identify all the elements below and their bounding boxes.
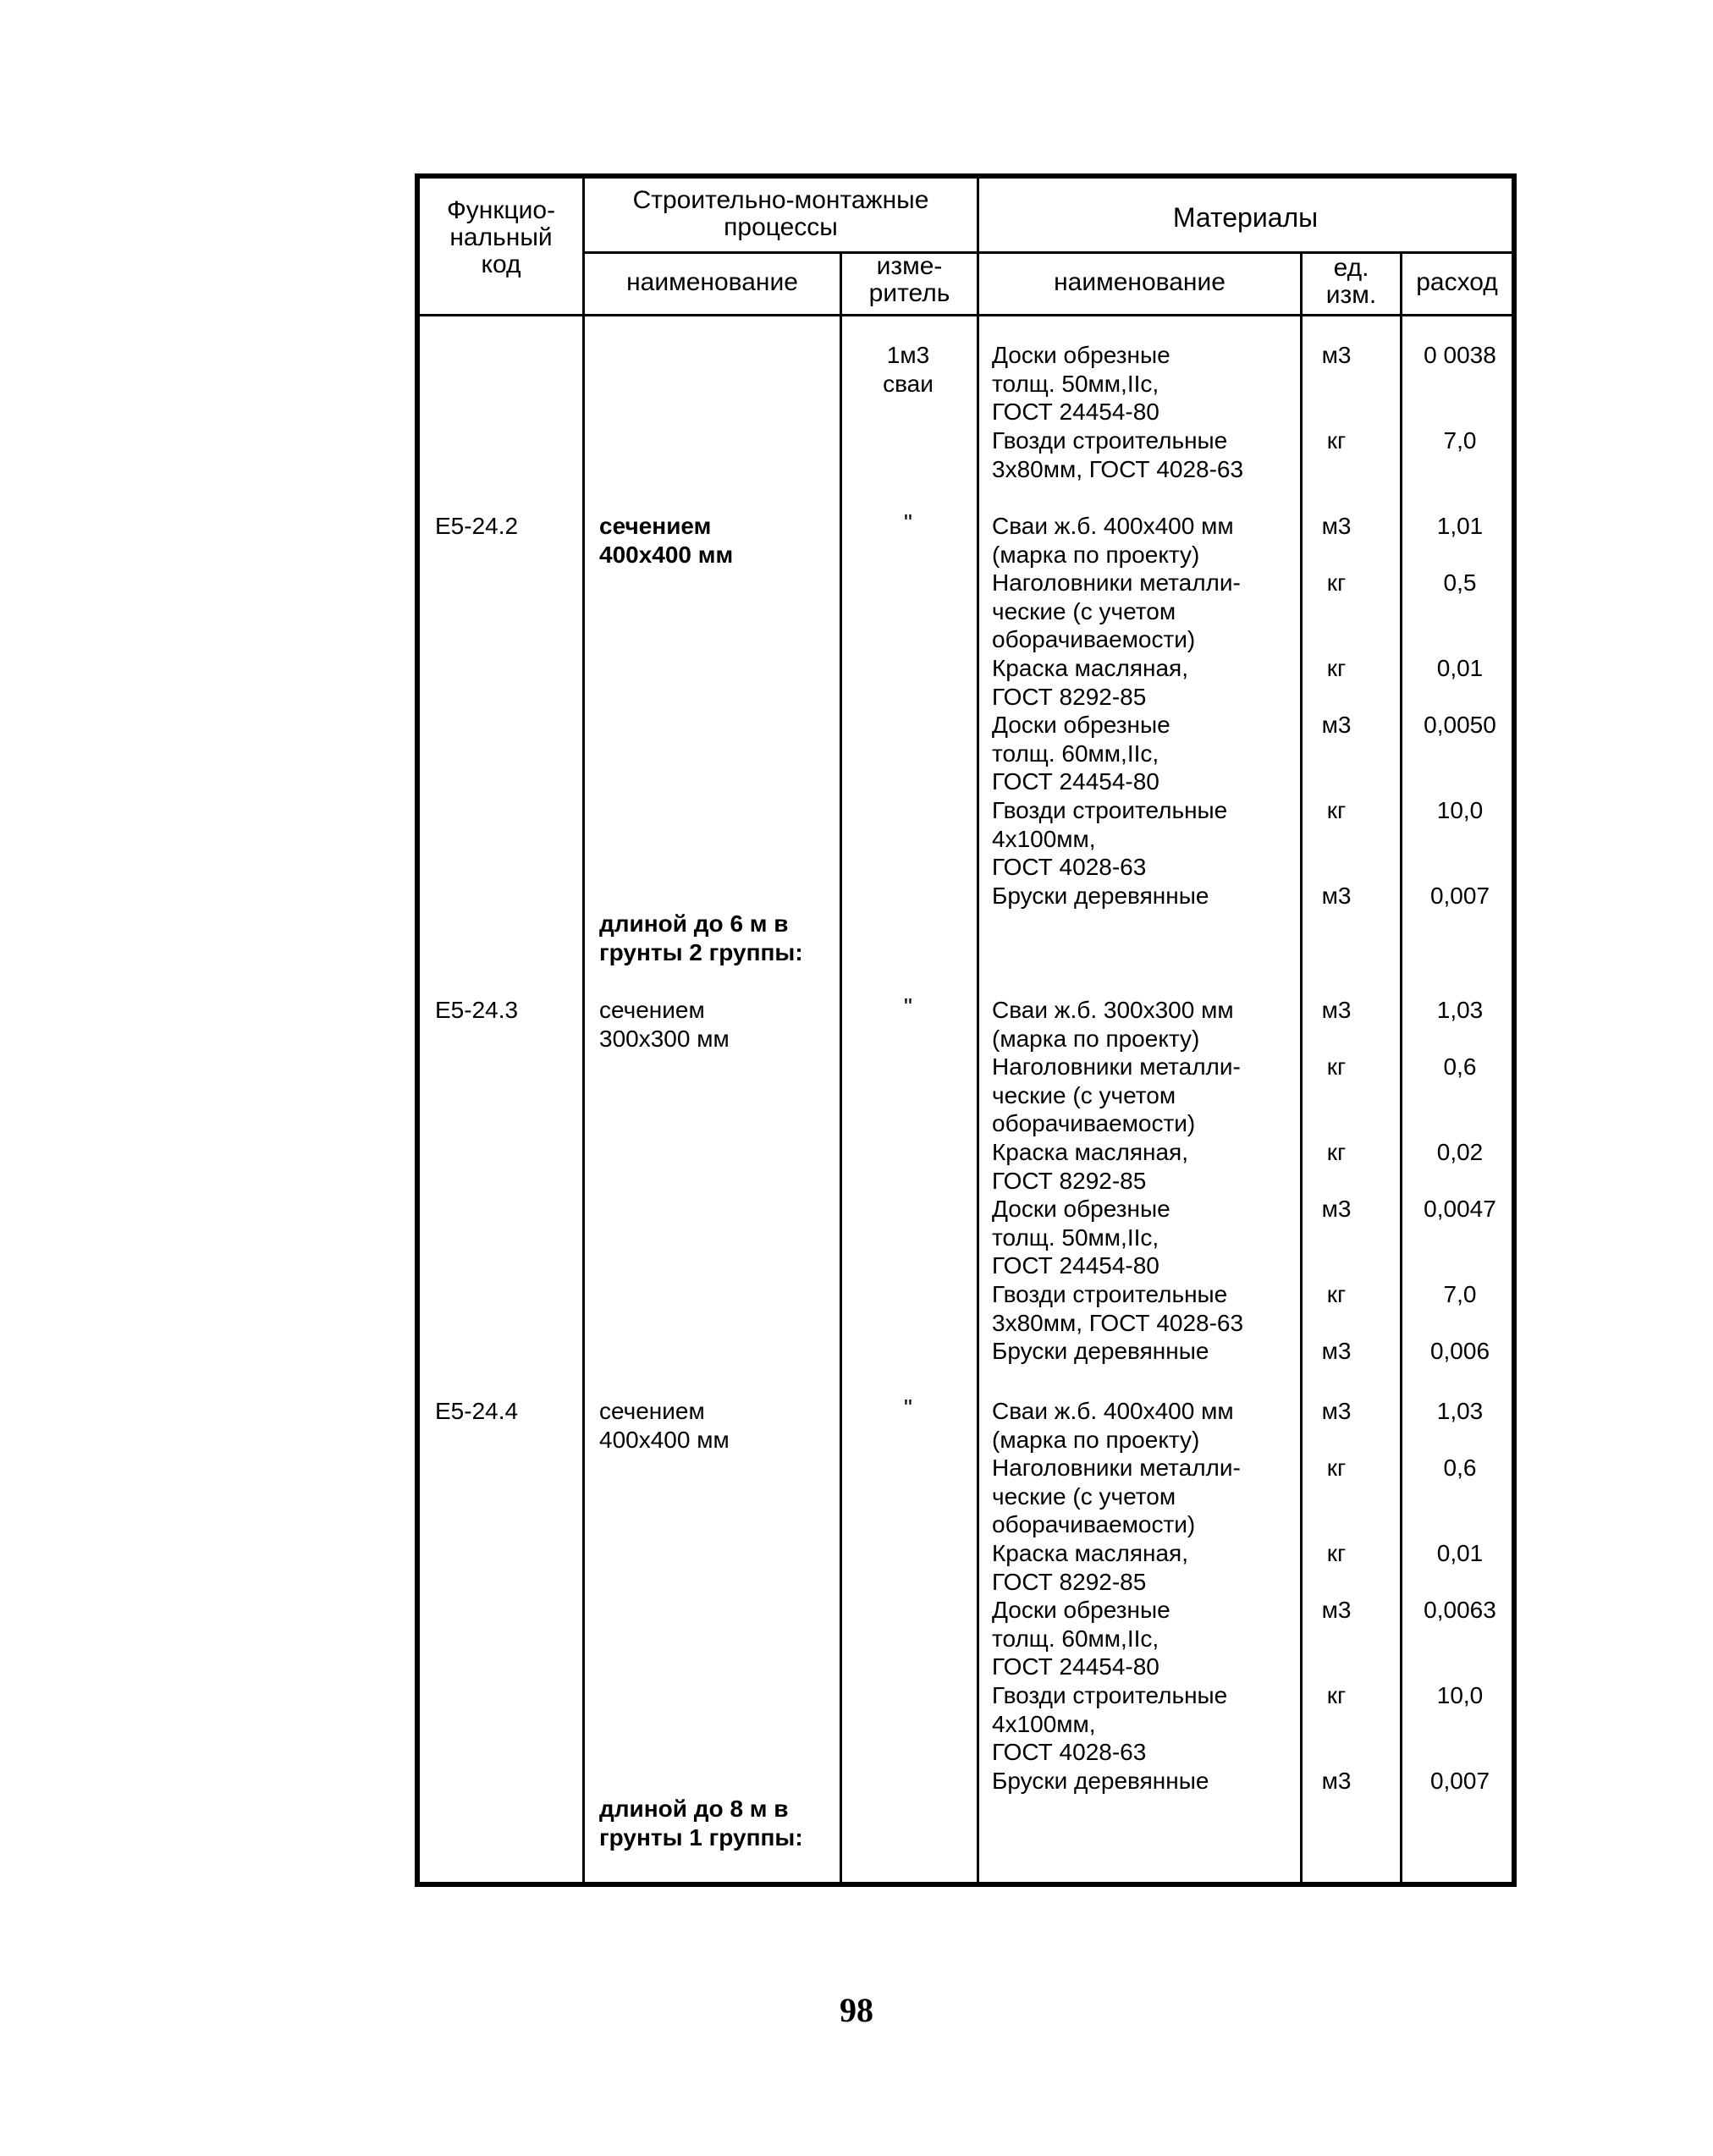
header-mat-unit: ед. изм. [1325, 254, 1377, 309]
material-unit: м3 [1321, 1597, 1352, 1623]
col-divider [1400, 253, 1402, 1887]
material-name: Доски обрезные толщ. 50мм,IIс, ГОСТ 24454-80 [992, 342, 1170, 425]
material-qty: 10,0 [1436, 797, 1484, 823]
material-unit: кг [1326, 1281, 1347, 1307]
material-unit: кг [1326, 1139, 1347, 1165]
col-divider [1300, 253, 1303, 1887]
group-heading: длиной до 6 м в грунты 2 группы: [599, 910, 803, 965]
material-name: Краска масляная, ГОСТ 8292-85 [992, 655, 1188, 710]
material-qty: 0,006 [1429, 1338, 1490, 1364]
material-qty: 0,01 [1436, 1540, 1484, 1566]
material-name: Доски обрезные толщ. 60мм,IIс, ГОСТ 24454-80 [992, 1597, 1170, 1680]
material-name: Наголовники металли- ческие (с учетом оборачиваемости) [992, 569, 1241, 652]
material-unit: кг [1326, 1455, 1347, 1481]
material-qty: 0,0047 [1424, 1196, 1496, 1222]
material-name: Гвозди строительные 3х80мм, ГОСТ 4028-63 [992, 427, 1244, 482]
material-name: Наголовники металли- ческие (с учетом оборачиваемости) [992, 1455, 1241, 1537]
material-unit: м3 [1321, 513, 1352, 539]
material-name: Наголовники металли- ческие (с учетом оборачиваемости) [992, 1053, 1241, 1136]
material-unit: м3 [1321, 1768, 1352, 1794]
material-name: Бруски деревянные [992, 883, 1209, 909]
material-qty: 10,0 [1436, 1682, 1484, 1708]
header-code: Функцио- нальный код [446, 196, 556, 278]
material-unit: кг [1326, 427, 1347, 454]
material-qty: 0,01 [1436, 655, 1484, 681]
material-name: Бруски деревянные [992, 1338, 1209, 1364]
material-qty: 1,03 [1436, 997, 1484, 1023]
material-unit: кг [1326, 1682, 1347, 1708]
material-unit: кг [1326, 797, 1347, 823]
material-name: Доски обрезные толщ. 50мм,IIс, ГОСТ 24454-80 [992, 1196, 1170, 1279]
col-divider [582, 179, 585, 1887]
material-name: Сваи ж.б. 400х400 мм (марка по проекту) [992, 513, 1234, 568]
material-name: Гвозди строительные 4х100мм, ГОСТ 4028-63 [992, 797, 1228, 880]
material-name: Краска масляная, ГОСТ 8292-85 [992, 1139, 1188, 1194]
material-unit: м3 [1321, 1196, 1352, 1222]
function-code: Е5-24.4 [435, 1398, 519, 1424]
process-name: сечением 400х400 мм [599, 513, 734, 568]
header-mat-qty: расход [1416, 268, 1498, 296]
measure-unit: " [904, 1394, 912, 1421]
col-divider [977, 179, 979, 1887]
header-divider [582, 251, 1512, 254]
header-mat-name: наименование [1054, 268, 1226, 296]
material-qty: 0,6 [1443, 1455, 1477, 1481]
col-divider [840, 253, 842, 1887]
material-name: Гвозди строительные 3х80мм, ГОСТ 4028-63 [992, 1281, 1244, 1336]
material-qty: 0,0050 [1424, 712, 1496, 738]
material-name: Бруски деревянные [992, 1768, 1209, 1794]
material-unit: кг [1326, 655, 1347, 681]
material-qty: 7,0 [1443, 427, 1477, 454]
material-name: Краска масляная, ГОСТ 8292-85 [992, 1540, 1188, 1595]
header-proc-name: наименование [626, 268, 798, 296]
material-unit: м3 [1321, 883, 1352, 909]
material-name: Гвозди строительные 4х100мм, ГОСТ 4028-63 [992, 1682, 1228, 1765]
header-bottom-line [420, 314, 1512, 316]
material-qty: 7,0 [1443, 1281, 1477, 1307]
measure-unit: " [904, 509, 912, 536]
materials-table [415, 173, 1517, 1887]
measure-unit: 1м3 сваи [883, 342, 934, 397]
material-qty: 0,0063 [1424, 1597, 1496, 1623]
material-name: Сваи ж.б. 300х300 мм (марка по проекту) [992, 997, 1234, 1052]
material-unit: м3 [1321, 1398, 1352, 1424]
material-qty: 1,01 [1436, 513, 1484, 539]
page-number: 98 [840, 1991, 873, 2029]
material-qty: 1,03 [1436, 1398, 1484, 1424]
material-qty: 0,007 [1429, 883, 1490, 909]
header-proc-unit: изме- ритель [868, 252, 950, 307]
function-code: Е5-24.2 [435, 513, 519, 539]
material-qty: 0 0038 [1424, 342, 1496, 368]
material-qty: 0,5 [1443, 569, 1477, 596]
material-unit: кг [1326, 1540, 1347, 1566]
process-name: сечением 300х300 мм [599, 997, 730, 1052]
material-qty: 0,007 [1429, 1768, 1490, 1794]
header-materials: Материалы [1172, 202, 1319, 233]
material-unit: м3 [1321, 1338, 1352, 1364]
function-code: Е5-24.3 [435, 997, 519, 1023]
material-unit: м3 [1321, 997, 1352, 1023]
material-unit: кг [1326, 1053, 1347, 1080]
material-name: Сваи ж.б. 400х400 мм (марка по проекту) [992, 1398, 1234, 1453]
material-unit: м3 [1321, 712, 1352, 738]
header-processes: Строительно-монтажные процессы [632, 186, 929, 241]
material-qty: 0,02 [1436, 1139, 1484, 1165]
group-heading: длиной до 8 м в грунты 1 группы: [599, 1796, 803, 1851]
measure-unit: " [904, 993, 912, 1020]
material-unit: м3 [1321, 342, 1352, 368]
material-qty: 0,6 [1443, 1053, 1477, 1080]
process-name: сечением 400х400 мм [599, 1398, 730, 1453]
material-name: Доски обрезные толщ. 60мм,IIс, ГОСТ 24454-80 [992, 712, 1170, 795]
material-unit: кг [1326, 569, 1347, 596]
